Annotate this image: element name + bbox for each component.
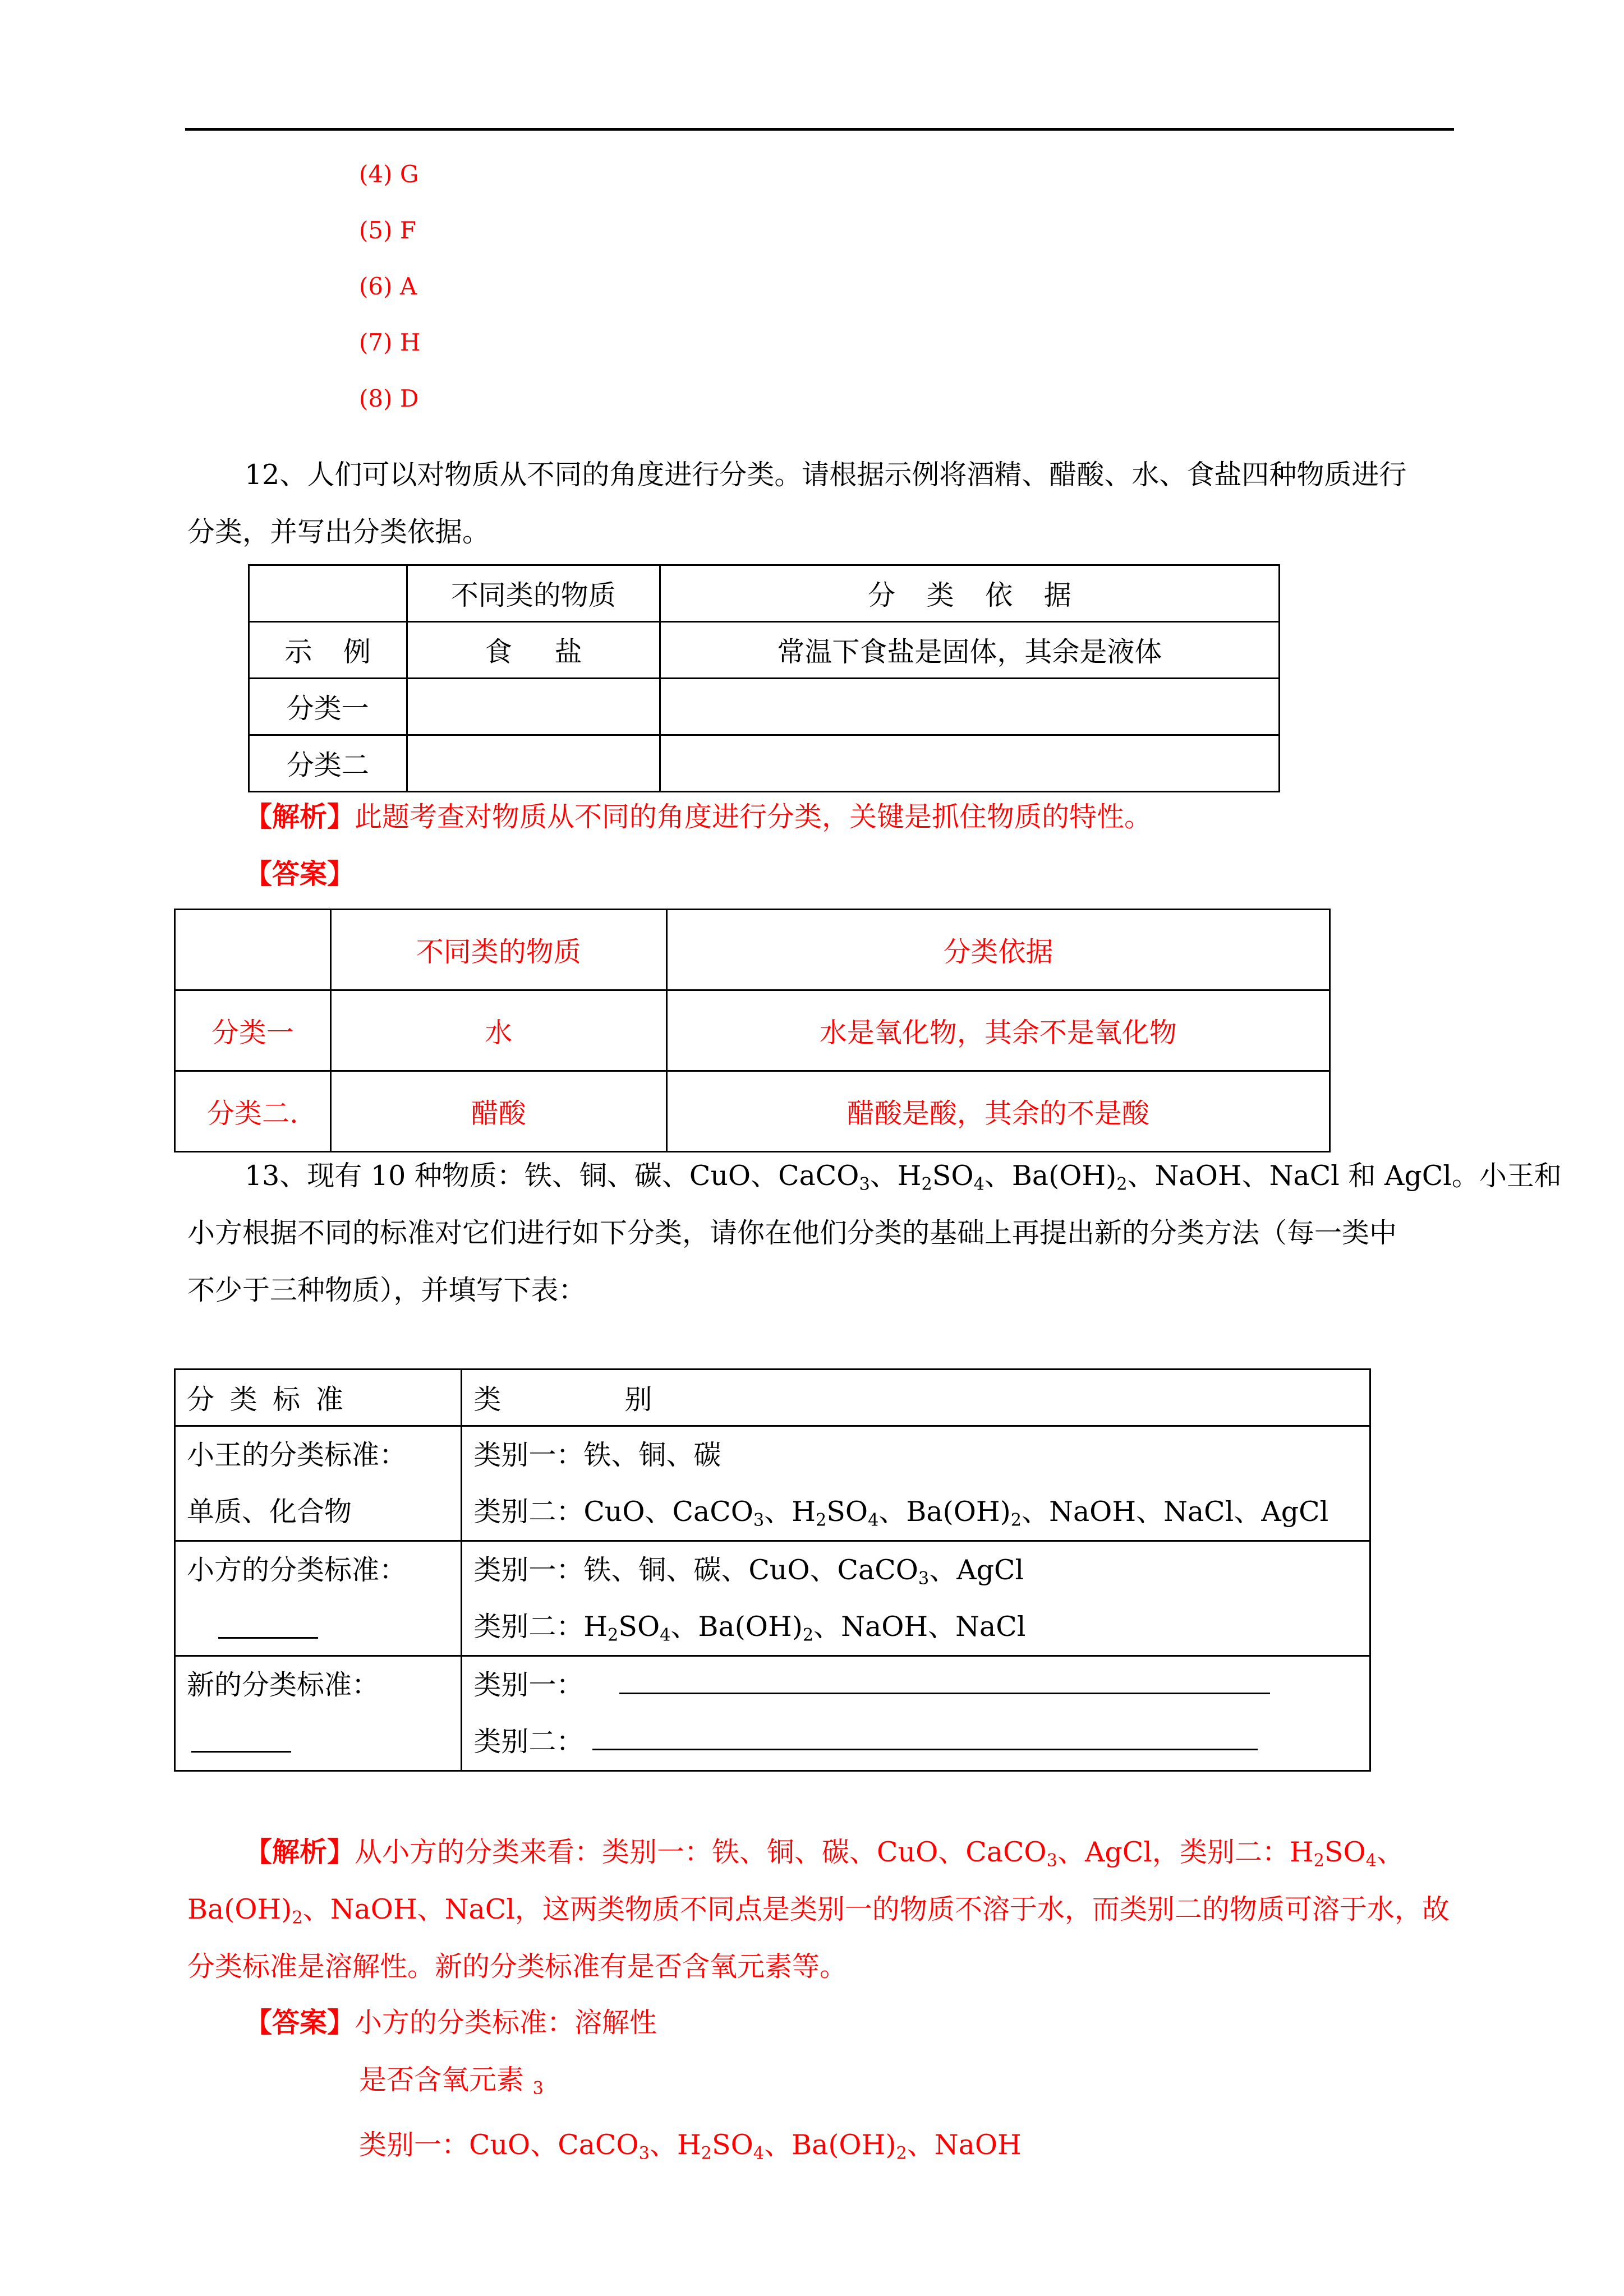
q12-th-blank (249, 565, 407, 622)
option-7: (7) H (359, 329, 421, 356)
q12-th-basis: 分 类 依 据 (660, 565, 1279, 622)
q13-fang-standard: 小方的分类标准： (175, 1541, 462, 1656)
q12-row-example-substance: 食 盐 (407, 622, 660, 679)
q12-answer-label: 【答案】 (245, 857, 355, 890)
q12-analysis-label: 【解析】 (245, 800, 355, 833)
q12-line2: 分类，并写出分类依据。 (187, 516, 490, 548)
q13-analysis-line1: 【解析】从小方的分类来看：类别一：铁、铜、碳、CuO、CaCO$_3$、AgCl，类别二：$H_2SO_4$、 (245, 1836, 1405, 1871)
q12-line1: 12、人们可以对物质从不同的角度进行分类。请根据示例将酒精、醋酸、水、食盐四种物质进行 (245, 459, 1407, 491)
q13-analysis-line2: $Ba(OH)_2$、NaOH、NaCl，这两类物质不同点是类别一的物质不溶于水，而类别二的物质可溶于水，故 (187, 1893, 1450, 1928)
q12-table (248, 564, 1280, 792)
q13-wang-standard: 小王的分类标准： 单质、化合物 (175, 1426, 462, 1541)
q12-row-example-basis: 常温下食盐是固体，其余是液体 (660, 622, 1279, 679)
q12-row-1-substance[interactable] (407, 679, 660, 735)
q13-line2: 小方根据不同的标准对它们进行如下分类，请你在他们分类的基础上再提出新的分类方法（每一类中 (187, 1217, 1397, 1249)
q13-new-categories: 类别一： 类别二： (462, 1656, 1370, 1771)
header-rule (185, 128, 1454, 131)
q12-ans-row-1-label: 分类一 (175, 990, 331, 1071)
q13-fang-blank[interactable] (218, 1637, 318, 1639)
q12-row-1-label: 分类一 (249, 679, 407, 735)
q12-th-substance: 不同类的物质 (407, 565, 660, 622)
q12-row-2-basis[interactable] (660, 735, 1279, 792)
q12-ans-row-1-basis: 水是氧化物，其余不是氧化物 (666, 990, 1329, 1071)
option-5: (5) F (359, 216, 416, 244)
q12-row-2-substance[interactable] (407, 735, 660, 792)
q12-ans-th-basis: 分类依据 (666, 910, 1329, 990)
q13-answer-line1: 【答案】小方的分类标准：溶解性 (245, 2006, 657, 2039)
q12-ans-row-1-substance: 水 (330, 990, 666, 1071)
q13-wang-categories: 类别一：铁、铜、碳 类别二：CuO、CaCO$_3$、$H_2SO_4$、$Ba(OH)_2$、NaOH、NaCl、AgCl (462, 1426, 1370, 1541)
q12-ans-row-2-label: 分类二. (175, 1071, 331, 1152)
q12-ans-row-2-basis: 醋酸是酸，其余的不是酸 (666, 1071, 1329, 1152)
q13-th-category: 类 别 (462, 1370, 1370, 1426)
q13-answer-line3: 类别一：CuO、CaCO$_3$、$H_2SO_4$、$Ba(OH)_2$、NaOH (359, 2129, 1022, 2164)
q13-fang-categories: 类别一：铁、铜、碳、CuO、CaCO$_3$、AgCl 类别二：$H_2SO_4$、$Ba(OH)_2$、NaOH、NaCl (462, 1541, 1370, 1656)
q13-new-cat2-blank[interactable] (592, 1749, 1258, 1750)
option-6: (6) A (359, 273, 417, 300)
q13-answer-line2: 是否含氧元素 $_3$ (359, 2064, 544, 2099)
q12-row-example-label: 示 例 (249, 622, 407, 679)
q13-analysis-line3: 分类标准是溶解性。新的分类标准有是否含氧元素等。 (187, 1951, 848, 1983)
q12-row-2-label: 分类二 (249, 735, 407, 792)
q12-row-1-basis[interactable] (660, 679, 1279, 735)
q12-analysis (245, 795, 1152, 835)
q12-ans-row-2-substance: 醋酸 (330, 1071, 666, 1152)
q13-line1: 13、现有 10 种物质：铁、铜、碳、CuO、CaCO$_3$、$H_2SO_4$、$Ba(OH)_2$、NaOH、NaCl 和 AgCl。小王和 (245, 1160, 1562, 1195)
q12-answer-table (174, 909, 1331, 1152)
q13-new-cat1-blank[interactable] (619, 1693, 1270, 1694)
q12-ans-th-blank (175, 910, 331, 990)
q13-table (174, 1368, 1371, 1772)
q13-new-blank[interactable] (191, 1751, 291, 1753)
q12-ans-th-substance: 不同类的物质 (330, 910, 666, 990)
q13-line3: 不少于三种物质），并填写下表： (187, 1274, 586, 1306)
q13-th-standard: 分 类 标 准 (175, 1370, 462, 1426)
q13-new-standard: 新的分类标准： (175, 1656, 462, 1771)
option-8: (8) D (359, 385, 419, 412)
q12-analysis-text: 此题考查对物质从不同的角度进行分类，关键是抓住物质的特性。 (355, 801, 1152, 833)
option-4: (4) G (359, 160, 419, 188)
